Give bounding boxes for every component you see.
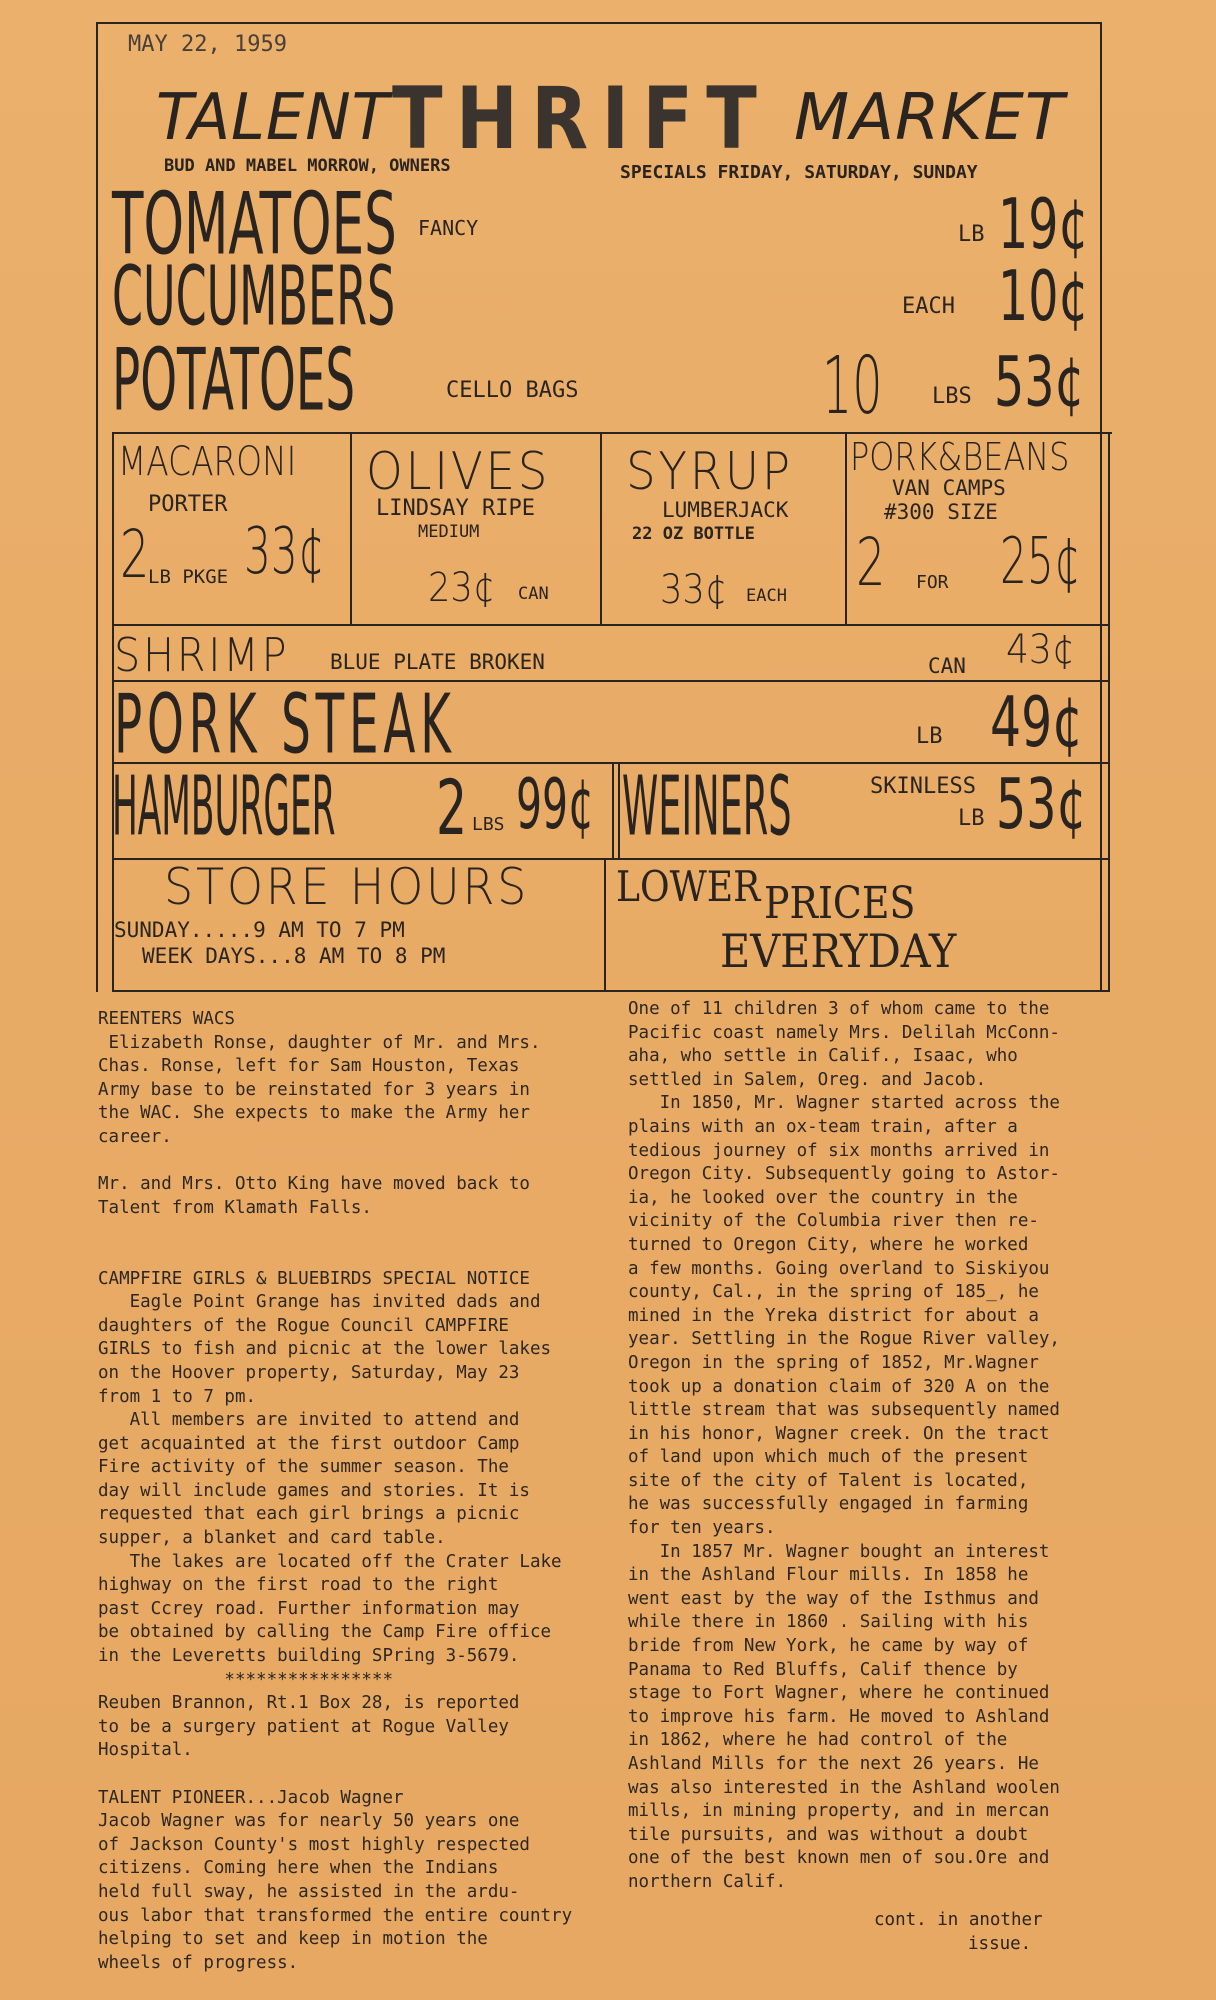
news-line-left: Elizabeth Ronse, daughter of Mr. and Mrs. xyxy=(98,1032,541,1053)
item-olives-detail: MEDIUM xyxy=(418,522,480,542)
item-olives-unit: CAN xyxy=(518,584,549,604)
item-olives: OLIVES xyxy=(366,442,551,502)
news-line-left: from 1 to 7 pm. xyxy=(98,1386,257,1407)
slogan-prices: PRICES xyxy=(764,878,916,929)
item-weiners-note: SKINLESS xyxy=(870,774,976,799)
news-line-left: Hospital. xyxy=(98,1740,193,1761)
news-line-left: highway on the first road to the right xyxy=(98,1575,499,1596)
news-line-left: be obtained by calling the Camp Fire office xyxy=(98,1622,552,1643)
col-divider-2 xyxy=(600,432,602,624)
item-pork-beans-brand: VAN CAMPS xyxy=(892,476,1006,500)
news-line-right: bride from New York, he came by way of xyxy=(628,1636,1029,1657)
news-line-right: in his honor, Wagner creek. On the tract xyxy=(628,1423,1050,1444)
news-line-right: site of the city of Talent is located, xyxy=(628,1470,1029,1491)
col-divider-hours xyxy=(604,858,606,990)
item-shrimp-price: 43¢ xyxy=(1006,627,1075,673)
continued-line-1: cont. in another xyxy=(874,1910,1043,1930)
news-line-left: TALENT PIONEER...Jacob Wagner xyxy=(98,1787,404,1808)
news-line-left: GIRLS to fish and picnic at the lower lakes xyxy=(98,1339,552,1360)
slogan-everyday: EVERYDAY xyxy=(720,924,957,978)
item-syrup-unit: EACH xyxy=(746,586,787,606)
news-line-right: turned to Oregon City, where he worked xyxy=(628,1234,1029,1255)
item-potatoes-note: CELLO BAGS xyxy=(446,378,579,403)
news-line-right: was also interested in the Ashland woolen xyxy=(628,1777,1060,1798)
news-line-right: took up a donation claim of 320 A on the xyxy=(628,1376,1050,1397)
divider-bottom xyxy=(112,990,1110,992)
frame-right-lower xyxy=(1108,432,1110,990)
item-macaroni: MACARONI xyxy=(118,439,297,485)
news-line-left: on the Hoover property, Saturday, May 23 xyxy=(98,1362,520,1383)
divider-produce xyxy=(112,432,1112,434)
item-syrup-price: 33¢ xyxy=(660,567,728,613)
news-line-left: in the Leveretts building SPring 3-5679. xyxy=(98,1646,520,1667)
store-name-left: TALENT xyxy=(156,81,390,155)
news-line-left: requested that each girl brings a picnic xyxy=(98,1504,520,1525)
col-divider-meat-2 xyxy=(618,762,620,858)
news-line-left: career. xyxy=(98,1126,172,1147)
news-line-right: stage to Fort Wagner, where he continued xyxy=(628,1683,1050,1704)
news-line-right: aha, who settle in Calif., Isaac, who xyxy=(628,1046,1018,1067)
item-shrimp-unit: CAN xyxy=(928,654,966,678)
item-cucumbers-unit: EACH xyxy=(902,294,955,319)
news-line-left: helping to set and keep in motion the xyxy=(98,1929,488,1950)
item-potatoes: POTATOES xyxy=(112,331,356,431)
news-line-right: tile pursuits, and was without a doubt xyxy=(628,1824,1029,1845)
news-line-right: In 1850, Mr. Wagner started across the xyxy=(628,1093,1060,1114)
news-line-left: **************** xyxy=(98,1669,394,1690)
news-line-left: Fire activity of the summer season. The xyxy=(98,1457,509,1478)
item-pork-beans-price: 25¢ xyxy=(1000,525,1081,599)
news-line-left: of Jackson County's most highly respected xyxy=(98,1834,530,1855)
news-line-left: REENTERS WACS xyxy=(98,1009,235,1029)
news-line-right: for ten years. xyxy=(628,1518,776,1539)
item-macaroni-price: 33¢ xyxy=(244,515,325,589)
item-olives-price: 23¢ xyxy=(428,565,496,611)
news-line-right: of land upon which much of the present xyxy=(628,1447,1029,1468)
hours-title: STORE HOURS xyxy=(164,858,530,916)
news-line-right: in the Ashland Flour mills. In 1858 he xyxy=(628,1565,1029,1586)
hours-weekdays: WEEK DAYS...8 AM TO 8 PM xyxy=(142,944,446,968)
news-line-right: while there in 1860 . Sailing with his xyxy=(628,1612,1029,1633)
news-line-right: Ashland Mills for the next 26 years. He xyxy=(628,1754,1039,1774)
col-divider-3 xyxy=(845,432,847,624)
item-shrimp: SHRIMP xyxy=(114,628,290,682)
issue-date: MAY 22, 1959 xyxy=(128,32,287,57)
item-weiners-unit: LB xyxy=(958,806,985,831)
news-line-right: county, Cal., in the spring of 185_, he xyxy=(628,1282,1039,1303)
item-shrimp-note: BLUE PLATE BROKEN xyxy=(330,650,545,674)
news-line-left: get acquainted at the first outdoor Camp xyxy=(98,1433,520,1454)
news-line-left: Chas. Ronse, left for Sam Houston, Texas xyxy=(98,1056,520,1077)
news-line-right: northern Calif. xyxy=(628,1871,787,1892)
news-line-left: day will include games and stories. It is xyxy=(98,1480,530,1501)
news-line-right: In 1857 Mr. Wagner bought an interest xyxy=(628,1541,1050,1562)
news-line-left: to be a surgery patient at Rogue Valley xyxy=(98,1716,509,1737)
news-line-left: Eagle Point Grange has invited dads and xyxy=(98,1292,541,1313)
news-line-right: Oregon City. Subsequently going to Astor- xyxy=(628,1164,1060,1185)
news-column-right xyxy=(628,998,1128,1895)
news-line-right: settled in Salem, Oreg. and Jacob. xyxy=(628,1069,987,1090)
item-macaroni-brand: PORTER xyxy=(148,492,228,517)
item-pork-beans-unit: FOR xyxy=(916,572,949,593)
news-line-left: Army base to be reinstated for 3 years in xyxy=(98,1079,530,1100)
news-line-right: year. Settling in the Rogue River valley, xyxy=(628,1329,1060,1350)
news-line-left xyxy=(98,1244,628,1268)
item-syrup-detail: 22 OZ BOTTLE xyxy=(632,524,755,544)
item-macaroni-qty: 2 xyxy=(120,516,150,593)
item-pork-beans-qty: 2 xyxy=(856,524,886,601)
news-line-left xyxy=(98,1763,628,1787)
item-pork-steak: PORK STEAK xyxy=(114,677,456,773)
news-line-right: little stream that was subsequently named xyxy=(628,1400,1060,1421)
news-column-left xyxy=(98,1008,628,1975)
item-hamburger: HAMBURGER xyxy=(112,759,336,855)
item-tomatoes-note: FANCY xyxy=(418,216,479,240)
col-divider-1 xyxy=(350,432,352,624)
owners-line: BUD AND MABEL MORROW, OWNERS xyxy=(164,156,451,176)
news-line-left: ous labor that transformed the entire country xyxy=(98,1905,573,1926)
news-line-left xyxy=(98,1220,628,1244)
item-cucumbers: CUCUMBERS xyxy=(112,249,396,345)
store-name-thrift: THRIFT xyxy=(392,70,771,169)
news-line-right: went east by the way of the Isthmus and xyxy=(628,1588,1039,1609)
item-olives-brand: LINDSAY RIPE xyxy=(376,496,535,521)
specials-line: SPECIALS FRIDAY, SATURDAY, SUNDAY xyxy=(620,162,978,183)
news-line-right: a few months. Going overland to Siskiyou xyxy=(628,1258,1050,1279)
item-potatoes-unit: LBS xyxy=(932,384,972,409)
news-line-left: the WAC. She expects to make the Army her xyxy=(98,1103,530,1124)
item-hamburger-price: 99¢ xyxy=(516,763,595,845)
item-weiners: WEINERS xyxy=(622,759,792,855)
news-line-right: mined in the Yreka district for about a xyxy=(628,1305,1039,1326)
continued-line-2: issue. xyxy=(968,1934,1032,1954)
news-line-left: Mr. and Mrs. Otto King have moved back to xyxy=(98,1174,530,1195)
news-line-left: wheels of progress. xyxy=(98,1952,299,1973)
news-line-right: One of 11 children 3 of whom came to the xyxy=(628,999,1050,1019)
item-macaroni-unit: LB PKGE xyxy=(148,566,229,588)
slogan-lower: LOWER xyxy=(616,862,761,911)
news-line-right: Panama to Red Bluffs, Calif thence by xyxy=(628,1659,1018,1680)
item-tomatoes-price: 19¢ xyxy=(998,183,1089,265)
item-hamburger-qty: 2 xyxy=(436,763,468,852)
news-line-right: plains with an ox-team train, after a xyxy=(628,1116,1018,1137)
item-pork-beans-detail: #300 SIZE xyxy=(884,500,998,524)
news-line-left: Talent from Klamath Falls. xyxy=(98,1197,372,1218)
item-pork-beans: PORK&BEANS xyxy=(850,435,1070,479)
news-line-left: citizens. Coming here when the Indians xyxy=(98,1858,499,1879)
col-divider-meat xyxy=(612,762,614,858)
news-line-left: Reuben Brannon, Rt.1 Box 28, is reported xyxy=(98,1693,520,1714)
news-line-right: tedious journey of six months arrived in xyxy=(628,1140,1050,1161)
item-pork-steak-unit: LB xyxy=(916,724,943,749)
item-potatoes-price: 53¢ xyxy=(994,341,1085,423)
news-line-left: daughters of the Rogue Council CAMPFIRE xyxy=(98,1315,509,1336)
news-line-left: The lakes are located off the Crater Lake xyxy=(98,1551,562,1572)
item-hamburger-unit: LBS xyxy=(472,814,505,835)
news-line-right: in 1862, where he had control of the xyxy=(628,1730,1008,1751)
news-line-right: he was successfully engaged in farming xyxy=(628,1494,1029,1515)
news-line-left: Jacob Wagner was for nearly 50 years one xyxy=(98,1811,520,1832)
news-line-left: past Ccrey road. Further information may xyxy=(98,1598,520,1619)
news-line-right: one of the best known men of sou.Ore and xyxy=(628,1848,1050,1869)
item-tomatoes-unit: LB xyxy=(958,222,985,247)
news-line-left: held full sway, he assisted in the ardu- xyxy=(98,1881,520,1902)
item-tomatoes: TOMATOES xyxy=(112,175,397,275)
news-line-right: Pacific coast namely Mrs. Delilah McConn- xyxy=(628,1022,1060,1043)
item-syrup-brand: LUMBERJACK xyxy=(662,498,789,522)
item-syrup: SYRUP xyxy=(626,442,793,502)
divider-grocery xyxy=(112,624,1110,626)
news-line-left: supper, a blanket and card table. xyxy=(98,1528,446,1549)
hours-sunday: SUNDAY.....9 AM TO 7 PM xyxy=(114,918,405,942)
store-name-right: MARKET xyxy=(794,81,1065,155)
news-line-left: CAMPFIRE GIRLS & BLUEBIRDS SPECIAL NOTICE xyxy=(98,1268,530,1289)
news-line-right: Oregon in the spring of 1852, Mr.Wagner xyxy=(628,1352,1039,1373)
news-line-right: to improve his farm. He moved to Ashland xyxy=(628,1706,1050,1727)
news-line-left xyxy=(98,1150,628,1174)
item-potatoes-qty: 10 xyxy=(822,339,883,432)
news-line-right: mills, in mining property, and in mercan xyxy=(628,1801,1050,1822)
news-line-right: vicinity of the Columbia river then re- xyxy=(628,1211,1039,1232)
news-line-right: ia, he looked over the country in the xyxy=(628,1187,1018,1208)
item-pork-steak-price: 49¢ xyxy=(990,681,1084,763)
news-line-left: All members are invited to attend and xyxy=(98,1410,520,1431)
item-cucumbers-price: 10¢ xyxy=(998,255,1089,337)
item-weiners-price: 53¢ xyxy=(996,763,1087,845)
